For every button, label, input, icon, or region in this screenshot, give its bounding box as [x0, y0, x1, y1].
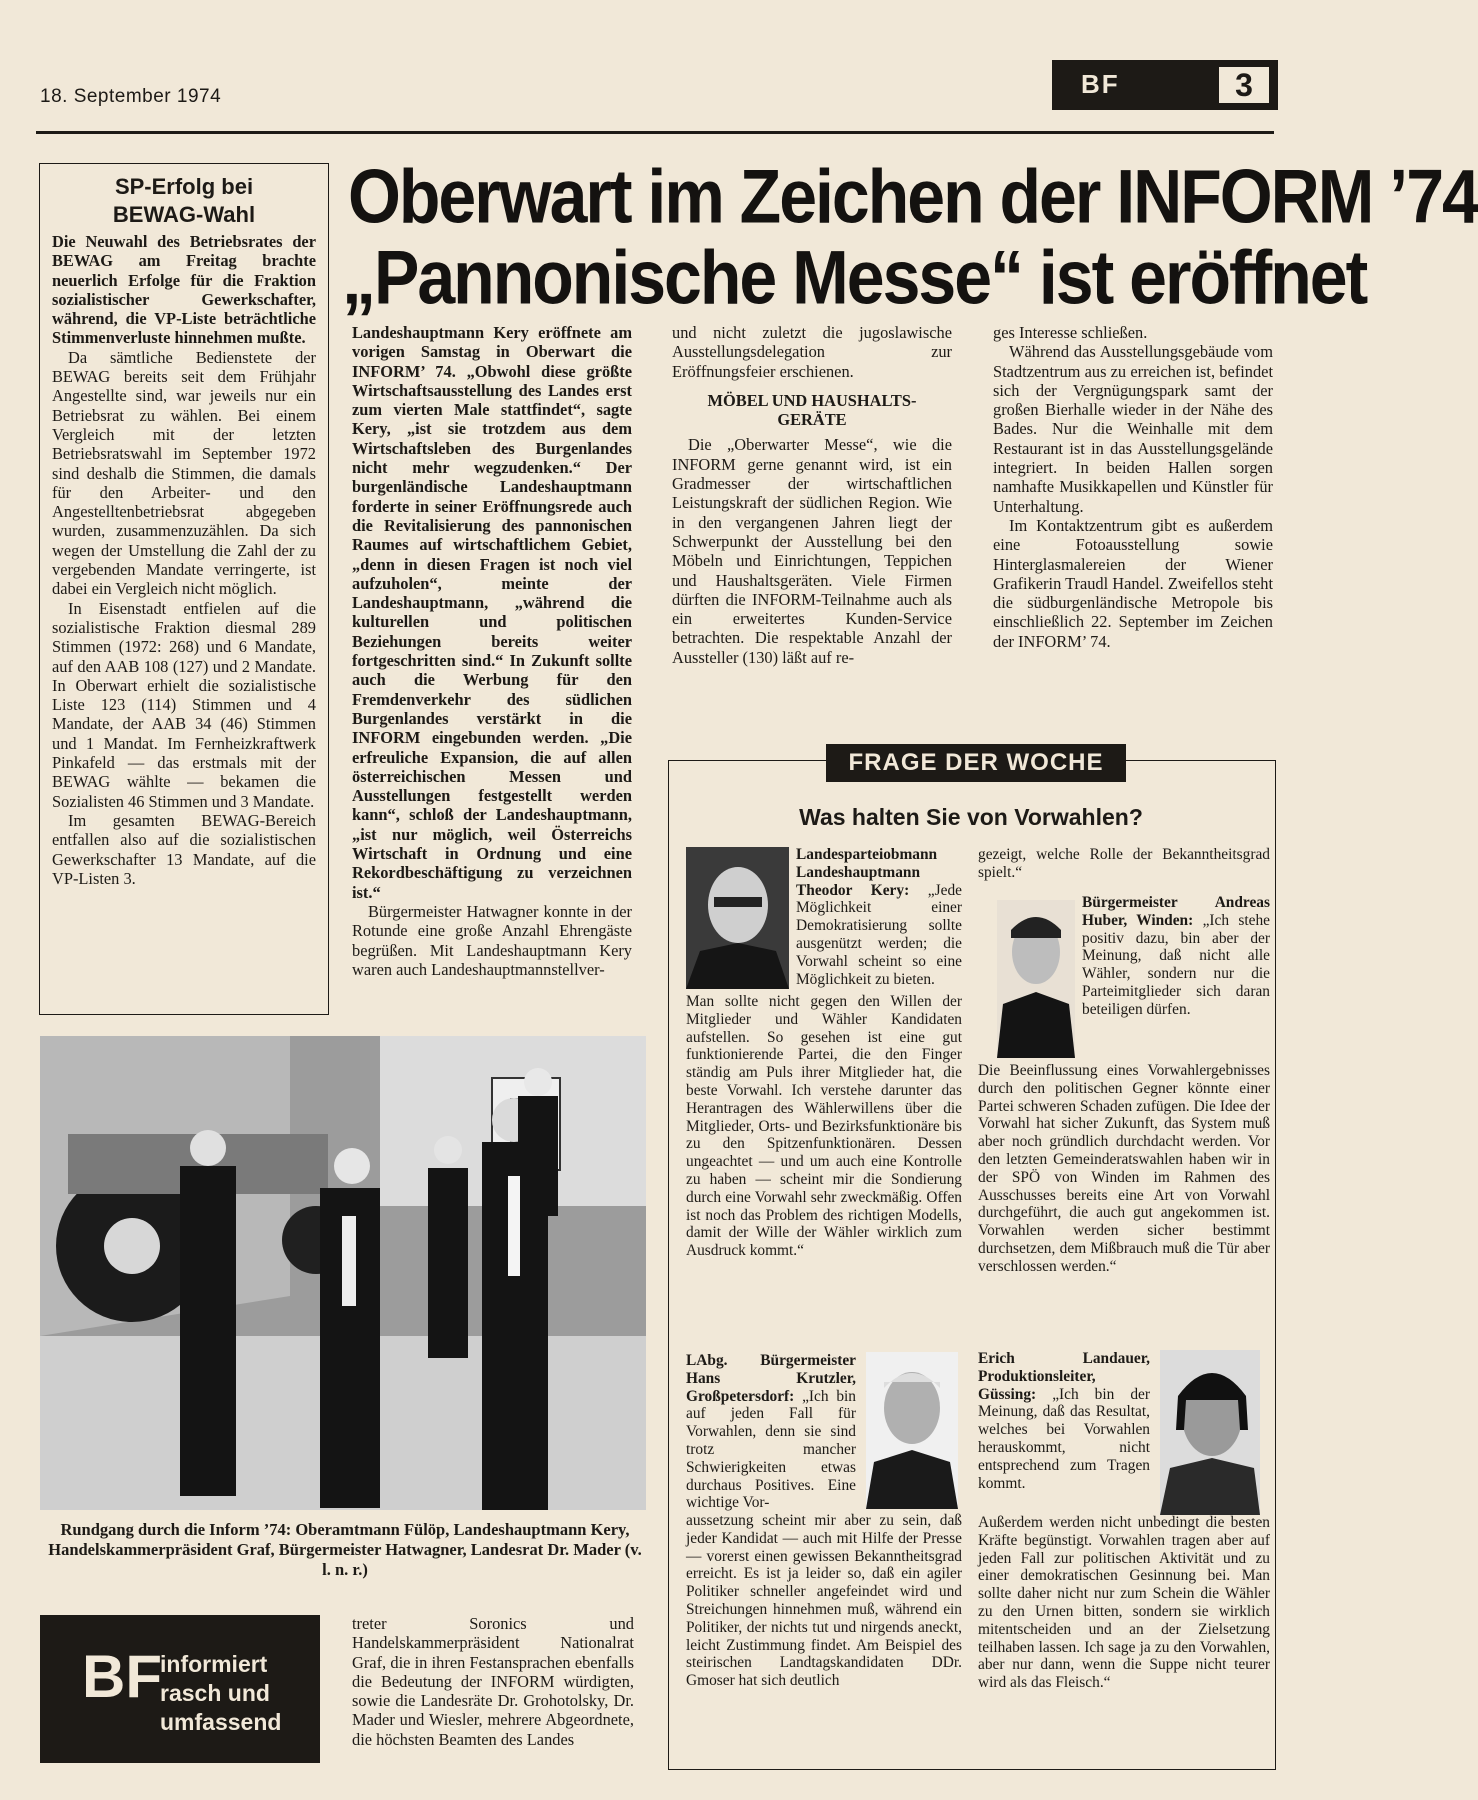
article-paragraph: ges Interesse schließen.	[993, 323, 1148, 342]
answer-2-top	[1082, 894, 1270, 1019]
main-headline-line1: Oberwart im Zeichen der INFORM ’74	[348, 154, 1478, 240]
answer-speaker: Landesparteiobmann Landeshauptmann Theodor Kery:	[796, 846, 938, 899]
sidebar-lead: Die Neuwahl des Betriebsrates der BEWAG am Freitag brachte neuerlich Erfolge für die Fraktion sozialistischer Gewerkschafter, während, die VP-Liste beträchtliche Stimmenverluste hinnehmen mußte.	[52, 232, 316, 348]
frage-der-woche-tag: FRAGE DER WOCHE	[826, 744, 1126, 782]
article-column-2	[672, 323, 952, 667]
page-number: 3	[1219, 67, 1269, 103]
article-paragraph: treter Soronics und Handelskammerpräsident Nationalrat Graf, die in ihren Festansprachen ebenfalls die Bedeutung der INFORM würdigten, sowie die Landesräte Dr. Grohotolsky, Dr. Mader und Wiesler, mehrere Abgeordnete, die höchsten Beamten des Landes	[352, 1614, 634, 1749]
portrait-illustration	[686, 847, 789, 989]
article-paragraph: Im Kontaktzentrum gibt es außerdem eine Fotoausstellung sowie Hinterglasmalereien der Wiener Grafikerin Traudl Handel. Zweifellos steht die südburgenländische Metropole bis einschließlich 22. September im Zeichen der INFORM’ 74.	[993, 515, 1273, 651]
sidebar-paragraph: Da sämtliche Bedienstete der BEWAG bereits seit dem Frühjahr Angestellte sind, war jeweils nur ein Betriebsrat zu wählen. Bei einem Vergleich mit der letzten Betriebsratswahl im September 1972 sind deshalb die Stimmen, die damals für den Arbeiter- und den Angestelltenbetriebsrat abgegeben wurden, zusammenzuzählen. Da sich wegen der Umstellung die Zahl der zu vergebenden Mandate verringerte, ist dabei ein Vergleich nicht möglich.	[52, 347, 316, 599]
main-headline-line2: „Pannonische Messe“ ist eröffnet	[342, 235, 1367, 321]
banner-logo: BF	[82, 1643, 162, 1710]
banner-line: informiert	[160, 1651, 268, 1677]
answer-text: „Ich stehe positiv dazu, bin aber der Meinung, daß nicht alle Wähler, sondern nur die Parteimitglieder sich daran beteiligen dürfen.	[1082, 911, 1270, 1018]
frage-der-woche-question: Was halten Sie von Vorwahlen?	[799, 804, 1143, 830]
folio-brand: BF	[1081, 69, 1120, 99]
portrait-illustration	[1160, 1350, 1260, 1515]
portrait-illustration	[866, 1352, 958, 1509]
sidebar-title-line: BEWAG-Wahl	[112, 202, 256, 227]
answer-1-bottom: Man sollte nicht gegen den Willen der Mitglieder und Wähler Kandidaten aufstellen. So gesehen ist eine gut funktionierende Partei, die den Finger ständig am Puls ihrer Mitglieder hat, die beste Vorwahl. Ich verstehe darunter das Herantragen des Wählerwillens über die Mitglieder, Orts- und Bezirksfunktionäre bis zu den Spitzenfunktionären. Dessen ungeachtet — und um auch eine Kontrolle zu haben — scheint mir die Sondierung durch eine Vorwahl sehr zweckmäßig. Offen ist noch das Problem des richtigen Modells, damit der Wille der Wähler wirklich zum Ausdruck kommt.“	[686, 993, 962, 1260]
answer-2-bottom: Die Beeinflussung eines Vorwahlergebnisses durch den politischen Gegner könnte einer Partei schweren Schaden zufügen. Die Idee der Vorwahl hat sicher Zukunft, das System muß aber noch gründlich durchdacht werden. Vor den letzten Gemeinderatswahlen haben wir in der SPÖ von Winden im Rahmen des Ausschusses bereits eine Art von Vorwahl durchgeführt, die auch gut angekommen ist. Vorwahlen werden sicher bestimmt durchsetzen, dem Mißbrauch muß die Tür aber verschlossen werden.“	[978, 1062, 1270, 1275]
article-column-3	[993, 323, 1273, 651]
subhead-line: GERÄTE	[777, 410, 847, 430]
sidebar-article-title	[52, 173, 316, 229]
issue-date: 18. September 1974	[40, 86, 222, 107]
header-rule	[36, 131, 1274, 134]
portrait-huber	[997, 900, 1075, 1058]
answer-3-continuation: gezeigt, welche Rolle der Bekanntheitsgrad spielt.“	[978, 846, 1270, 881]
article-paragraph: und nicht zuletzt die jugoslawische Ausstellungsdelegation zur Eröffnungsfeier erschienen.	[672, 323, 952, 381]
answer-speaker: Bürgermeister Andreas Huber, Winden:	[1082, 894, 1270, 929]
answer-1-top	[796, 846, 962, 988]
news-photo-illustration	[40, 1036, 646, 1510]
portrait-krutzler	[866, 1352, 958, 1509]
answer-3-bottom: aussetzung scheint mir aber zu sein, daß jeder Kandidat — auch mit Hilfe der Presse — vorerst einen gewissen Bekanntheitsgrad erreicht. Es ist ja leider so, daß ein agiler Politiker schneller angefeindet wird und Streichungen hinnehmen muß, während ein Politiker, der nichts tut und nirgends aneckt, leicht Zustimmung findet. Am Beispiel des steirischen Landtagskandidaten DDr. Gmoser hat sich deutlich	[686, 1512, 962, 1690]
photo-caption: Rundgang durch die Inform ’74: Oberamtmann Fülöp, Landeshauptmann Kery, Handelskammerpräsident Graf, Bürgermeister Hatwagner, Landesrat Dr. Mader (v. l. n. r.)	[48, 1520, 642, 1579]
sidebar-title-line: SP-Erfolg bei	[114, 174, 254, 199]
portrait-illustration	[997, 900, 1075, 1058]
article-lead: Landeshauptmann Kery eröffnete am vorigen Samstag in Oberwart die INFORM’ 74. „Obwohl diese größte Wirtschaftsausstellung des Landes erst zum vierten Male stattfindet“, sagte Kery, „ist sie trotzdem aus dem Wirtschaftsleben des Burgenlandes nicht mehr wegzudenken.“ Der burgenländische Landeshauptmann forderte in seiner Eröffnungsrede auch die Revitalisierung des pannonischen Raumes auf wirtschaftlichem Gebiet, „denn in diesen Fragen ist noch viel aufzuholen“, meinte der Landeshauptmann, „während die kulturellen und politischen Beziehungen bereits weiter fortgeschritten sind.“ In Zukunft sollte auch die Werbung für den Fremdenverkehr des südlichen Burgenlandes verstärkt in die INFORM eingebunden werden. „Die erfreuliche Expansion, die auf allen österreichischen Messen und Ausstellungen festgestellt werden kann“, schloß der Landeshauptmann, „ist nur möglich, weil Österreichs Wirtschaft in Ordnung und eine Rekordbeschäftigung zu verzeichnen ist.“	[352, 323, 632, 902]
article-paragraph: Die „Oberwarter Messe“, wie die INFORM gerne genannt wird, ist ein Gradmesser der wirtschaftlichen Leistungskraft der südlichen Region. Wie in den vergangenen Jahren liegt der Schwerpunkt der Ausstellung bei den Möbeln und Einrichtungen, Teppichen und Haushaltsgeräten. Viele Firmen dürften die INFORM-Teilnahme auch als ein erweitertes Kunden-Service betrachten. Die respektable Anzahl der Aussteller (130) läßt auf re-	[672, 435, 952, 667]
sidebar-paragraph: Im gesamten BEWAG-Bereich entfallen also auf die sozialistischen Gewerkschafter 13 Mandate, auf die VP-Listen 3.	[52, 810, 316, 888]
bf-banner	[40, 1615, 320, 1763]
portrait-landauer	[1160, 1350, 1260, 1515]
banner-line: rasch und	[160, 1680, 270, 1706]
answer-speaker: Erich Landauer, Produktionsleiter, Güssing:	[978, 1350, 1150, 1403]
article-paragraph: Bürgermeister Hatwagner konnte in der Rotunde eine große Anzahl Ehrengäste begrüßen. Mit Landeshauptmann Kery waren auch Landeshauptmannstellver-	[352, 901, 632, 979]
banner-line: umfassend	[160, 1709, 282, 1735]
article-column-1	[352, 323, 632, 979]
sidebar-paragraph: In Eisenstadt entfielen auf die sozialistische Fraktion diesmal 289 Stimmen (1972: 268) und 6 Mandate, auf den AAB 108 (127) und 2 Mandate. In Oberwart erhielt die sozialistische Liste 123 (114) Stimmen und 4 Mandate, der AAB 34 (46) Stimmen und 1 Mandat. Im Fernheizkraftwerk Pinkafeld — das erstmals mit der BEWAG wählte — bekamen die Sozialisten 46 Stimmen und 3 Mandate.	[52, 598, 316, 811]
page-folio	[1052, 60, 1278, 110]
answer-speaker: LAbg. Bürgermeister Hans Krutzler, Großpetersdorf:	[686, 1352, 856, 1405]
answer-4-top	[978, 1350, 1150, 1492]
answer-text: „Jede Möglichkeit einer Demokratisierung sollte ausgenützt werden; die Vorwahl scheint so eine Möglichkeit zu bieten.	[796, 881, 962, 988]
answer-3-top	[686, 1352, 856, 1512]
news-photo	[40, 1036, 646, 1510]
answer-text: „Ich bin der Meinung, daß das Resultat, welches bei Vorwahlen herauskommt, nicht entsprechend zum Tragen kommt.	[978, 1385, 1150, 1492]
article-subhead	[672, 391, 952, 430]
subhead-line: MÖBEL UND HAUSHALTS-	[707, 390, 917, 410]
article-column-4	[352, 1614, 634, 1749]
answer-text: „Ich bin auf jeden Fall für Vorwahlen, denn sie sind trotz mancher Schwierigkeiten etwas durchaus Positives. Eine wichtige Vor-	[686, 1387, 856, 1512]
article-paragraph: Während das Ausstellungsgebäude vom Stadtzentrum aus zu erreichen ist, befindet sich der Vergnügungspark samt der großen Bierhalle wieder in der Nähe des Bades. Nur die Weinhalle mit dem Restaurant ist in das Ausstellungsgelände integriert. In beiden Hallen sorgen namhafte Musikkapellen und Künstler für Unterhaltung.	[993, 342, 1273, 516]
portrait-kery	[686, 847, 789, 989]
answer-4-bottom: Außerdem werden nicht unbedingt die besten Kräfte begünstigt. Vorwahlen tragen aber auf jeden Fall zur politischen Aktivität und zu einer demokratischen Gesinnung bei. Man sollte daher nicht nur zum Schein die Wähler zu den Urnen bitten, sondern sie wirklich mitentscheiden und an der Zielsetzung teilhaben lassen. Ich sage ja zu den Vorwahlen, aber nur dann, wenn die Suppe nicht teurer wird als das Fleisch.“	[978, 1514, 1270, 1692]
sidebar-article-body	[52, 232, 316, 888]
